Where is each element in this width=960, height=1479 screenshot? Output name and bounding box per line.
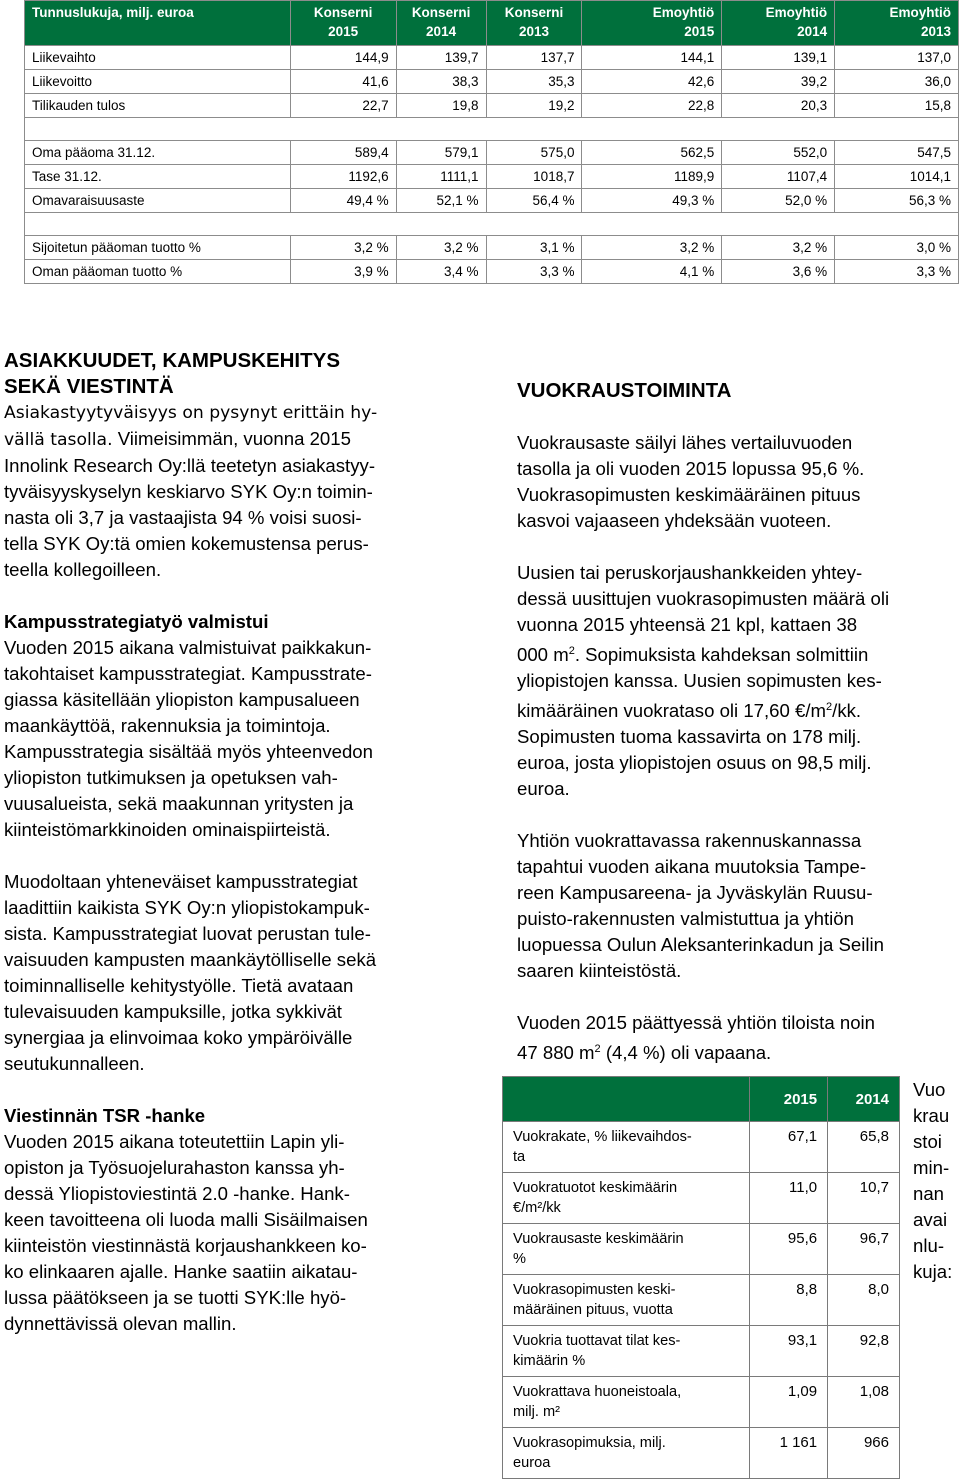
- cell: 93,1: [750, 1326, 828, 1377]
- cell: 3,2 %: [396, 236, 486, 260]
- cell: 49,4 %: [290, 189, 396, 213]
- rental-table-caption: [913, 1077, 960, 1285]
- text-line: Uusien tai peruskorjaushankkeiden yhtey-: [517, 562, 863, 583]
- rental-kpi-table: [502, 1076, 900, 1479]
- cell: 3,3 %: [486, 260, 582, 284]
- cell: 562,5: [582, 141, 722, 165]
- text-line: dynnettävissä olevan mallin.: [4, 1313, 237, 1334]
- cell: 966: [828, 1428, 900, 1479]
- cell: 1 161: [750, 1428, 828, 1479]
- row-label: Vuokrakate, % liikevaihdos- ta: [503, 1122, 750, 1173]
- text-line: Viimeisimmän, vuonna 2015: [112, 428, 351, 449]
- text-line: euroa, josta yliopistojen osuus on 98,5 milj.: [517, 752, 872, 774]
- cell: 11,0: [750, 1173, 828, 1224]
- text-line: kiinteistömarkkinoiden ominaispiirteistä.: [4, 819, 331, 840]
- header-cell-emoyhtio-2014: Emoyhtiö 2014: [722, 1, 835, 46]
- cell: 3,4 %: [396, 260, 486, 284]
- header-cell-title: Tunnuslukuja, milj. euroa: [25, 1, 291, 46]
- text-line: giassa käsitellään yliopiston kampusalueen: [4, 689, 360, 710]
- text-line: tapahtui vuoden aikana muutoksia Tampe-: [517, 856, 867, 878]
- cell: 8,0: [828, 1275, 900, 1326]
- table-row: [25, 236, 959, 260]
- header-cell-emoyhtio-2013: Emoyhtiö 2013: [835, 1, 959, 46]
- text-line: Muodoltaan yhteneväiset kampusstrategiat: [4, 871, 358, 892]
- text-line: Kampusstrategia sisältää myös yhteenvedon: [4, 741, 373, 762]
- key-figures-header-row: [25, 1, 959, 46]
- row-label: Vuokratuotot keskimäärin €/m²/kk: [503, 1173, 750, 1224]
- cell: 56,4 %: [486, 189, 582, 213]
- paragraph-occupancy: [517, 430, 960, 534]
- cell: 41,6: [290, 70, 396, 94]
- caption-line: kuja:: [913, 1261, 953, 1282]
- text-line: teella kollegoilleen.: [4, 559, 162, 580]
- paragraph-vacancy: [517, 1010, 960, 1066]
- caption-line: nlu-: [913, 1235, 945, 1256]
- text-line: Sopimusten tuoma kassavirta on 178 milj.: [517, 726, 862, 748]
- text-line: vuusalueista, sekä maakunnan yritysten ja: [4, 793, 354, 814]
- text-line: vällä tasolla.: [4, 430, 113, 450]
- paragraph-campus-strategy: [4, 635, 452, 843]
- cell: 39,2: [722, 70, 835, 94]
- text-line: takohtaiset kampusstrategiat. Kampusstrate-: [4, 663, 372, 684]
- text-line: synergiaa ja elinvoimaa koko ympäröivälle: [4, 1027, 353, 1048]
- cell: 95,6: [750, 1224, 828, 1275]
- cell: 20,3: [722, 94, 835, 118]
- cell: 65,8: [828, 1122, 900, 1173]
- cell: 38,3: [396, 70, 486, 94]
- text-line: vuonna 2015 yhteensä 21 kpl, kattaen 38: [517, 614, 858, 635]
- header-cell-emoyhtio-2015: Emoyhtiö 2015: [582, 1, 722, 46]
- text-line: 47 880 $m^2$ (4,4 %) oli vapaana.: [517, 1042, 772, 1064]
- right-column: [517, 378, 960, 1067]
- cell: 547,5: [835, 141, 959, 165]
- text-line: dessä uusittujen vuokrasopimusten määrä oli: [517, 588, 890, 609]
- text-line: lussa päätökseen ja se tuotti SYK:lle hyö-: [4, 1287, 347, 1308]
- section-heading: [4, 348, 452, 400]
- header-cell-2015: 2015: [750, 1077, 828, 1122]
- cell: 3,2 %: [582, 236, 722, 260]
- cell: 137,7: [486, 46, 582, 70]
- row-label: Sijoitetun pääoman tuotto %: [25, 236, 291, 260]
- cell: 1018,7: [486, 165, 582, 189]
- row-label: Vuokrausaste keskimäärin %: [503, 1224, 750, 1275]
- cell: 1107,4: [722, 165, 835, 189]
- subheading-campus-strategy: Kampusstrategiatyö valmistui: [4, 611, 269, 632]
- text-line: Vuoden 2015 päättyessä yhtiön tiloista noin: [517, 1012, 876, 1034]
- cell: 3,2 %: [290, 236, 396, 260]
- text-line: luopuessa Oulun Aleksanterinkadun ja Seilin: [517, 934, 884, 956]
- table-row: [25, 189, 959, 213]
- text-line: Yhtiön vuokrattavassa rakennuskannassa: [517, 830, 862, 852]
- table-row: [503, 1428, 900, 1479]
- cell: 137,0: [835, 46, 959, 70]
- row-label: Tase 31.12.: [25, 165, 291, 189]
- cell: 3,6 %: [722, 260, 835, 284]
- cell: 52,0 %: [722, 189, 835, 213]
- text-line: laadittiin kaikista SYK Oy:n yliopistokampuk-: [4, 897, 370, 918]
- caption-line: krau: [913, 1105, 950, 1126]
- subheading-tsr-project: Viestinnän TSR -hanke: [4, 1105, 206, 1126]
- cell: 19,2: [486, 94, 582, 118]
- caption-line: stoi: [913, 1131, 942, 1152]
- cell: 589,4: [290, 141, 396, 165]
- table-row: [503, 1224, 900, 1275]
- text-line: puisto-rakennusten valmistuttua ja yhtiön: [517, 908, 854, 930]
- row-label: Oma pääoma 31.12.: [25, 141, 291, 165]
- cell: 139,7: [396, 46, 486, 70]
- table-row: [503, 1275, 900, 1326]
- text-line: nasta oli 3,7 ja vastaajista 94 % voisi suosi-: [4, 507, 362, 528]
- cell: 1189,9: [582, 165, 722, 189]
- euro-symbol: €: [795, 700, 806, 722]
- text-line: euroa.: [517, 778, 570, 800]
- rental-header-row: [503, 1077, 900, 1122]
- text-line: Vuokrausaste säilyi lähes vertailuvuoden: [517, 432, 853, 453]
- text-line: toiminnalliselle kehitystyölle. Tietä avataan: [4, 975, 354, 996]
- cell: 144,9: [290, 46, 396, 70]
- cell: 3,2 %: [722, 236, 835, 260]
- cell: 22,7: [290, 94, 396, 118]
- paragraph-campus-strategies-unified: [4, 869, 452, 1077]
- cell: 49,3 %: [582, 189, 722, 213]
- cell: 139,1: [722, 46, 835, 70]
- text-line: saaren kiinteistöstä.: [517, 960, 682, 982]
- text-line: sista. Kampusstrategiat luovat perustan tule-: [4, 923, 371, 944]
- caption-line: nan: [913, 1183, 945, 1204]
- cell: 3,9 %: [290, 260, 396, 284]
- cell: 1,08: [828, 1377, 900, 1428]
- text-line: 000 $m^2$. Sopimuksista kahdeksan solmittiin: [517, 644, 869, 666]
- heading-line: ASIAKKUUDET, KAMPUSKEHITYS: [4, 349, 340, 372]
- text-line: yliopiston tutkimuksen ja opetuksen vah-: [4, 767, 338, 788]
- cell: 1014,1: [835, 165, 959, 189]
- left-column: [4, 348, 452, 1337]
- cell: 8,8: [750, 1275, 828, 1326]
- cell: 1,09: [750, 1377, 828, 1428]
- paragraph-building-changes: [517, 828, 960, 984]
- cell: 22,8: [582, 94, 722, 118]
- text-line: Vuoden 2015 aikana toteutettiin Lapin yli-: [4, 1131, 345, 1152]
- cell: 96,7: [828, 1224, 900, 1275]
- text-line: tyväisyyskyselyn keskiarvo SYK Oy:n toimin-: [4, 481, 373, 502]
- paragraph-tsr-project: [4, 1129, 452, 1337]
- row-label: Vuokria tuottavat tilat kes- kimäärin %: [503, 1326, 750, 1377]
- spacer-row: [25, 118, 959, 141]
- cell: 15,8: [835, 94, 959, 118]
- cell: 575,0: [486, 141, 582, 165]
- text-line: tella SYK Oy:tä omien kokemustensa perus-: [4, 533, 369, 554]
- paragraph-new-contracts: [517, 560, 960, 802]
- header-cell-konserni-2015: Konserni 2015: [290, 1, 396, 46]
- caption-line: Vuo: [913, 1079, 946, 1100]
- caption-line: avai: [913, 1209, 948, 1230]
- row-label: Oman pääoman tuotto %: [25, 260, 291, 284]
- cell: 552,0: [722, 141, 835, 165]
- row-label: Vuokrasopimusten keski- määräinen pituus, vuotta: [503, 1275, 750, 1326]
- cell: 56,3 %: [835, 189, 959, 213]
- row-label: Vuokrattava huoneistoala, milj. m²: [503, 1377, 750, 1428]
- table-row: [503, 1122, 900, 1173]
- table-row: [25, 46, 959, 70]
- cell: 36,0: [835, 70, 959, 94]
- table-row: [25, 141, 959, 165]
- text-line: ko elinkaaren ajalle. Hanke saatiin aikatau-: [4, 1261, 358, 1282]
- cell: 92,8: [828, 1326, 900, 1377]
- cell: 579,1: [396, 141, 486, 165]
- cell: 1192,6: [290, 165, 396, 189]
- cell: 3,3 %: [835, 260, 959, 284]
- spacer-row: [25, 213, 959, 236]
- text-line: tasolla ja oli vuoden 2015 lopussa 95,6 %.: [517, 458, 865, 479]
- text-line: Asiakastyytyväisyys on pysynyt erittäin hy-: [4, 403, 378, 423]
- cell: 10,7: [828, 1173, 900, 1224]
- text-line: kasvoi vajaaseen yhdeksään vuoteen.: [517, 510, 832, 531]
- header-cell-empty: [503, 1077, 750, 1122]
- row-label: Liikevaihto: [25, 46, 291, 70]
- cell: 3,0 %: [835, 236, 959, 260]
- text-line: tulevaisuuden kampuksille, jotka sykkivät: [4, 1001, 342, 1022]
- table-row: [25, 260, 959, 284]
- text-line: opiston ja Työsuojelurahaston kanssa yh-: [4, 1157, 345, 1178]
- header-cell-konserni-2013: Konserni 2013: [486, 1, 582, 46]
- text-line: Vuokrasopimusten keskimääräinen pituus: [517, 484, 861, 505]
- text-line: reen Kampusareena- ja Jyväskylän Ruusu-: [517, 882, 873, 904]
- text-line: Innolink Research Oy:llä teetetyn asiakastyy-: [4, 455, 376, 476]
- table-row: [25, 165, 959, 189]
- table-row: [503, 1326, 900, 1377]
- text-line: yliopistojen kanssa. Uusien sopimusten kes-: [517, 670, 882, 692]
- heading-line: SEKÄ VIESTINTÄ: [4, 375, 174, 398]
- text-line: seutukunnalleen.: [4, 1053, 145, 1074]
- key-figures-table: [24, 0, 959, 284]
- caption-line: min-: [913, 1157, 950, 1178]
- text-line: Vuoden 2015 aikana valmistuivat paikkakun-: [4, 637, 372, 658]
- cell: 35,3: [486, 70, 582, 94]
- text-line: keen tavoitteena oli luoda malli Sisäilmaisen: [4, 1209, 368, 1230]
- paragraph-customer-satisfaction: [4, 400, 452, 583]
- text-line: kiinteistön viestinnästä korjaushankkeen ko-: [4, 1235, 367, 1256]
- row-label: Omavaraisuusaste: [25, 189, 291, 213]
- text-line: vaisuuden kampusten maankäytölliselle sekä: [4, 949, 377, 970]
- row-label: Tilikauden tulos: [25, 94, 291, 118]
- text-line: kimääräinen vuokrataso oli 17,60 $€/m^2/kk$.: [517, 700, 862, 722]
- table-row: [25, 70, 959, 94]
- section-heading-rental: VUOKRAUSTOIMINTA: [517, 379, 732, 402]
- row-label: Liikevoitto: [25, 70, 291, 94]
- cell: 67,1: [750, 1122, 828, 1173]
- cell: 19,8: [396, 94, 486, 118]
- cell: 52,1 %: [396, 189, 486, 213]
- cell: 144,1: [582, 46, 722, 70]
- table-row: [503, 1173, 900, 1224]
- header-cell-konserni-2014: Konserni 2014: [396, 1, 486, 46]
- cell: 3,1 %: [486, 236, 582, 260]
- text-line: dessä Yliopistoviestintä 2.0 -hanke. Hank-: [4, 1183, 350, 1204]
- cell: 1111,1: [396, 165, 486, 189]
- cell: 42,6: [582, 70, 722, 94]
- row-label: Vuokrasopimuksia, milj. euroa: [503, 1428, 750, 1479]
- table-row: [25, 94, 959, 118]
- table-row: [503, 1377, 900, 1428]
- cell: 4,1 %: [582, 260, 722, 284]
- text-line: maankäyttöä, rakennuksia ja toimintoja.: [4, 715, 331, 736]
- header-cell-2014: 2014: [828, 1077, 900, 1122]
